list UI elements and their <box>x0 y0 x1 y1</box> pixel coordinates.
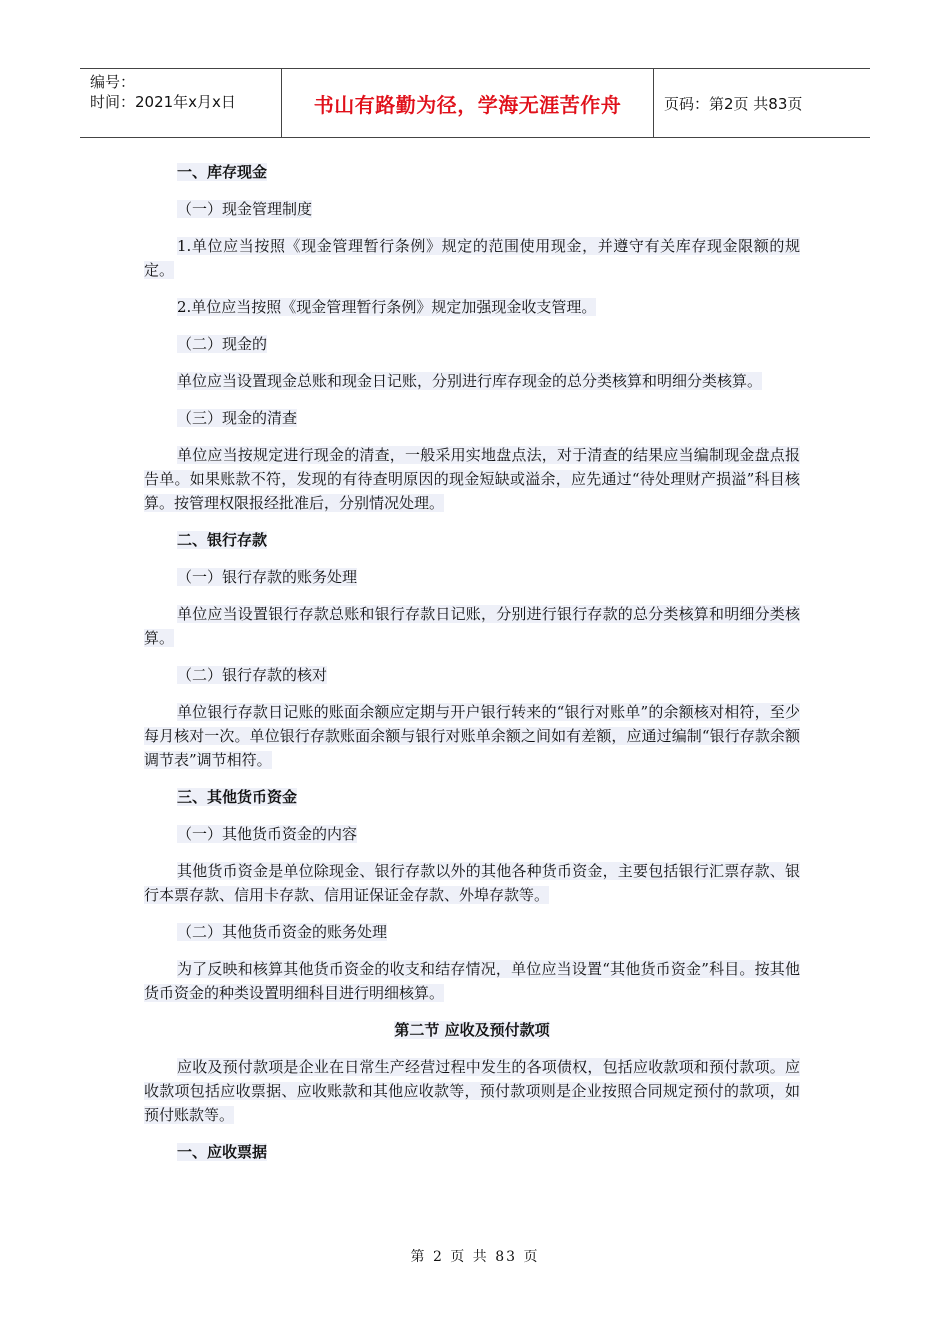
paragraph <box>144 957 800 1005</box>
header-meta <box>80 69 282 137</box>
paragraph <box>144 700 800 772</box>
header-motto-cell <box>282 69 654 137</box>
text-run: （三）现金的清查 <box>177 409 298 427</box>
text-run: 2.单位应当按照《现金管理暂行条例》规定加强现金收支管理。 <box>177 298 597 316</box>
text-run: （二）银行存款的核对 <box>177 666 328 684</box>
text-run: 单位银行存款日记账的账面余额应定期与开户银行转来的“银行对账单”的余额核对相符，至少每月核对一次。单位银行存款账面余额与银行对账单余额之间如有差额，应通过编制“银行存款余额调节表”调节相符。 <box>144 703 800 769</box>
text-run: 一、库存现金 <box>177 163 268 181</box>
subheading <box>144 406 800 430</box>
text-run: 单位应当按规定进行现金的清查，一般采用实地盘点法，对于清查的结果应当编制现金盘点报告单。如果账款不符，发现的有待查明原因的现金短缺或溢余，应先通过“待处理财产损溢”科目核算。按管理权限报经批准后，分别情况处理。 <box>144 446 800 512</box>
paragraph <box>144 369 800 393</box>
text-run: （二）现金的 <box>177 335 268 353</box>
document-body <box>144 160 800 1177</box>
text-run: （一）现金管理制度 <box>177 200 313 218</box>
heading <box>144 785 800 809</box>
subheading <box>144 197 800 221</box>
page-header <box>80 68 870 138</box>
footer-page-number: 第 2 页 共 83 页 <box>410 1249 540 1265</box>
text-run: 应收及预付款项是企业在日常生产经营过程中发生的各项债权，包括应收款项和预付款项。应收款项包括应收票据、应收账款和其他应收款等，预付款项则是企业按照合同规定预付的款项，如预付账款等。 <box>144 1058 800 1124</box>
paragraph <box>144 1055 800 1127</box>
text-run: 第二节 应收及预付款项 <box>394 1021 550 1039</box>
text-run: 二、银行存款 <box>177 531 268 549</box>
subheading <box>144 920 800 944</box>
text-run: 其他货币资金是单位除现金、银行存款以外的其他各种货币资金，主要包括银行汇票存款、银行本票存款、信用卡存款、信用证保证金存款、外埠存款等。 <box>144 862 800 904</box>
paragraph <box>144 234 800 282</box>
paragraph <box>144 602 800 650</box>
paragraph <box>144 443 800 515</box>
text-run: 1.单位应当按照《现金管理暂行条例》规定的范围使用现金，并遵守有关库存现金限额的规定。 <box>144 237 800 279</box>
motto-text: 书山有路勤为径，学海无涯苦作舟 <box>313 92 622 117</box>
serial-label: 编号： <box>90 73 136 91</box>
page-footer <box>0 1246 950 1266</box>
text-run: （二）其他货币资金的账务处理 <box>177 923 388 941</box>
text-run: 单位应当设置银行存款总账和银行存款日记账，分别进行银行存款的总分类核算和明细分类核算。 <box>144 605 800 647</box>
heading <box>144 1140 800 1164</box>
text-run: 三、其他货币资金 <box>177 788 298 806</box>
text-run: （一）其他货币资金的内容 <box>177 825 358 843</box>
subheading <box>144 663 800 687</box>
heading <box>144 160 800 184</box>
paragraph <box>144 859 800 907</box>
text-run: （一）银行存款的账务处理 <box>177 568 358 586</box>
subheading <box>144 332 800 356</box>
text-run: 一、应收票据 <box>177 1143 268 1161</box>
heading <box>144 528 800 552</box>
text-run: 单位应当设置现金总账和现金日记账，分别进行库存现金的总分类核算和明细分类核算。 <box>177 372 763 390</box>
subheading <box>144 822 800 846</box>
header-page-cell <box>654 69 870 137</box>
paragraph <box>144 295 800 319</box>
section-title <box>144 1018 800 1042</box>
subheading <box>144 565 800 589</box>
text-run: 为了反映和核算其他货币资金的收支和结存情况，单位应当设置“其他货币资金”科目。按其他货币资金的种类设置明细科目进行明细核算。 <box>144 960 800 1002</box>
page-info: 页码：第2页 共83页 <box>664 94 803 113</box>
date-label: 时间：2021年x月x日 <box>90 93 236 111</box>
